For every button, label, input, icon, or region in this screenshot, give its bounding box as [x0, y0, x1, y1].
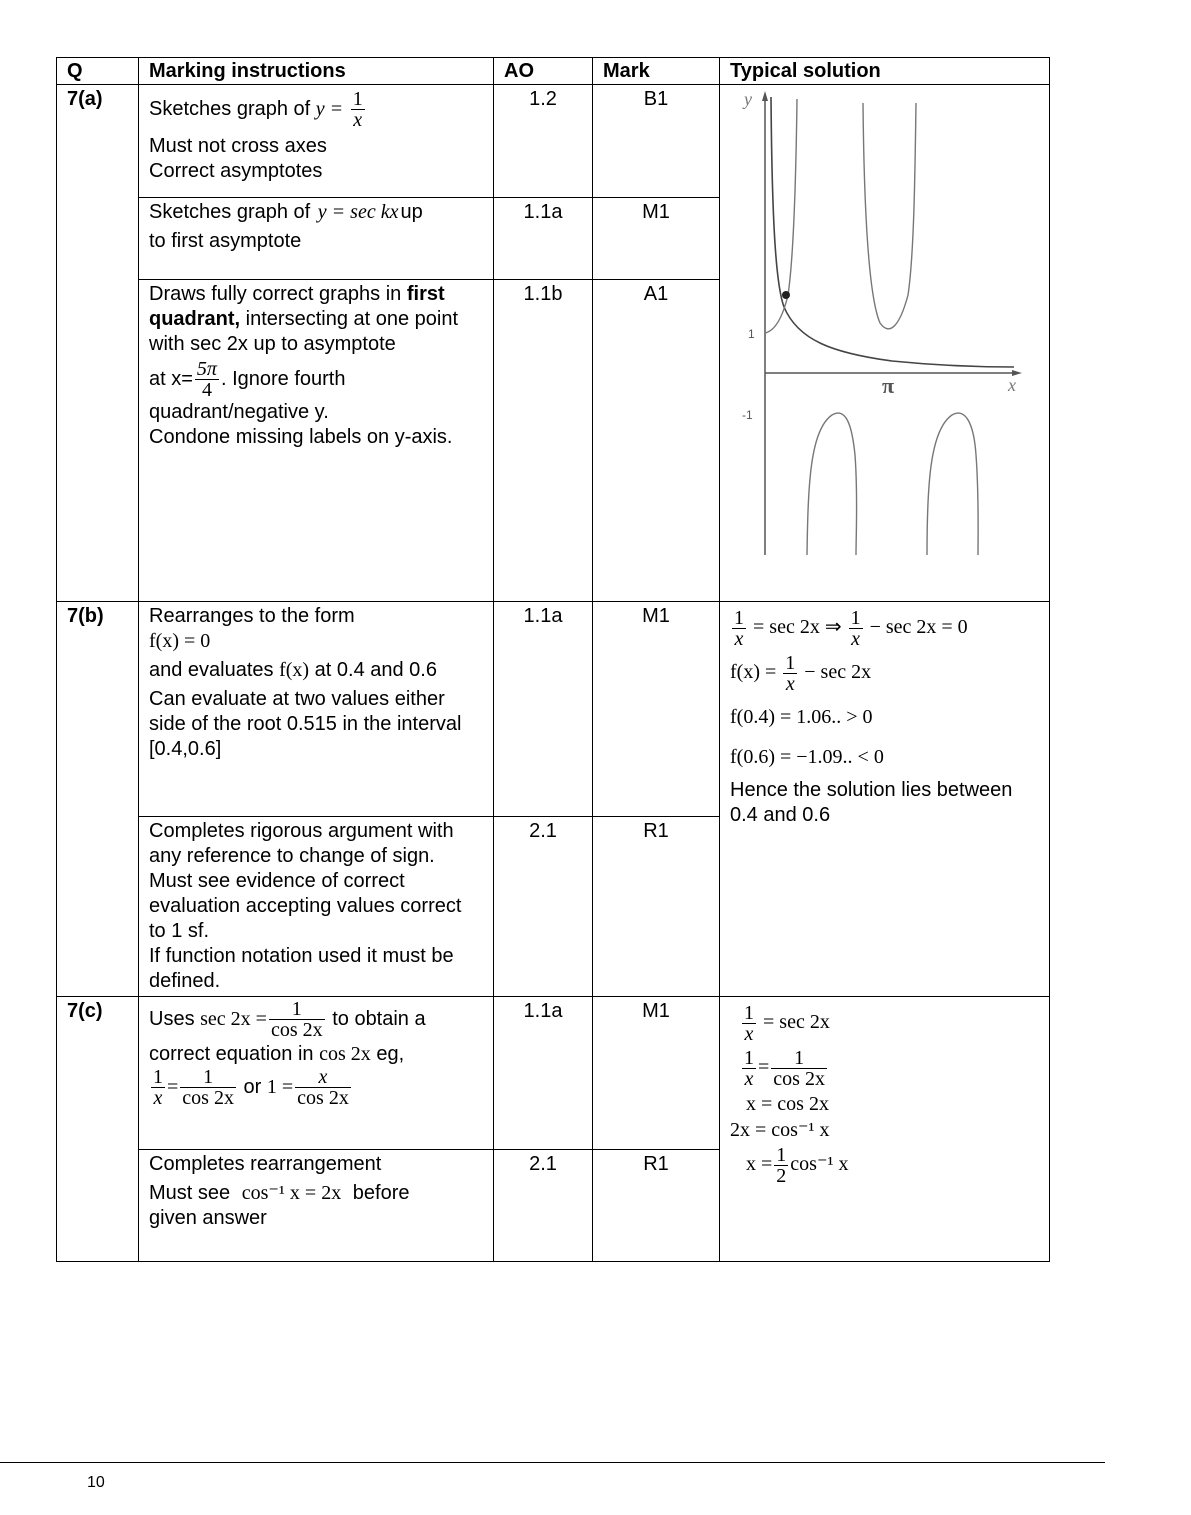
ao-cell: 1.1a: [494, 602, 593, 817]
instructions-cell: Completes rigorous argument with any reference to change of sign. Must see evidence of correct evaluation accepting values correct to 1 sf. If function notation used it must be defined.: [139, 817, 494, 997]
ao-cell: 1.1a: [494, 997, 593, 1150]
sketch-graph: [722, 85, 1048, 601]
solution-cell: [720, 997, 1050, 1262]
tick-label-neg1: -1: [742, 408, 753, 422]
table-row: [57, 602, 1050, 817]
intersection-point: [782, 291, 790, 299]
mark-cell: R1: [593, 1150, 720, 1262]
fraction: $\frac{1}{x}$: [352, 88, 363, 131]
pi-label: π: [882, 373, 895, 398]
tick-label-1: 1: [748, 327, 755, 341]
question-label: 7(a): [57, 85, 139, 602]
question-label: 7(c): [57, 997, 139, 1262]
ao-cell: 2.1: [494, 1150, 593, 1262]
mark-cell: A1: [593, 280, 720, 602]
solution-working: $\frac{1}{x}$ = sec 2x ⇒ $\frac{1}{x}$ − sec 2x = 0 f(x) = $\frac{1}{x}$ − sec 2x f(0.4) = 1.06.. > 0 f(0.6) = −1.09.. < 0: [730, 607, 968, 768]
ao-cell: 1.2: [494, 85, 593, 198]
page-number: 10: [87, 1474, 105, 1491]
header-q: Q: [57, 58, 139, 85]
solution-working: $\frac{1}{x}$ = sec 2x $\frac{1}{x}$ = $\frac{1}{\cos 2x}$ x = cos 2x 2x = cos⁻¹ x x = $\frac{1}{2}$ cos⁻¹ x: [730, 1002, 849, 1187]
header-solution: Typical solution: [720, 58, 1050, 85]
instructions-cell: Rearranges to the form f(x) = 0 and evaluates f(x) at 0.4 and 0.6 Can evaluate at two values either side of the root 0.515 in the interval [0.4,0.6]: [139, 602, 494, 817]
fraction: $\frac{5\pi}{4}$: [196, 358, 217, 401]
mark-cell: R1: [593, 817, 720, 997]
instructions-cell: Uses sec 2x = $\frac{1}{\cos 2x}$ to obtain a correct equation in cos 2x eg, $\frac{1}{x}$ = $\frac{1}{\cos 2x}$ or 1 = $\frac{x}{\cos 2x}$: [139, 997, 494, 1150]
solution-cell: [720, 602, 1050, 997]
header-instructions: Marking instructions: [139, 58, 494, 85]
table-row: [57, 997, 1050, 1150]
ao-cell: 2.1: [494, 817, 593, 997]
mark-scheme-table: [56, 57, 1050, 1262]
mark-cell: B1: [593, 85, 720, 198]
footer-divider: [0, 1462, 1105, 1463]
table-row: [57, 85, 1050, 198]
ao-cell: 1.1b: [494, 280, 593, 602]
mark-cell: M1: [593, 198, 720, 280]
instructions-cell: Sketches graph of y = sec kx up to first asymptote: [139, 198, 494, 280]
header-mark: Mark: [593, 58, 720, 85]
x-axis-label: x: [1008, 375, 1016, 395]
mark-cell: M1: [593, 997, 720, 1150]
instructions-cell: Sketches graph of y = $\frac{1}{x}$ Must not cross axes Correct asymptotes: [139, 85, 494, 198]
instructions-cell: Draws fully correct graphs in first quadrant, intersecting at one point with sec 2x up to asymptote at x= $\frac{5\pi}{4}$ . Ignore fourth quadrant/negative y. Condone missing labels on y-axis.: [139, 280, 494, 602]
y-axis-label: y: [744, 89, 752, 109]
question-label: 7(b): [57, 602, 139, 997]
mark-cell: M1: [593, 602, 720, 817]
header-ao: AO: [494, 58, 593, 85]
instructions-cell: Completes rearrangement Must see cos⁻¹ x = 2x before given answer: [139, 1150, 494, 1262]
solution-conclusion: Hence the solution lies between 0.4 and 0.6: [730, 779, 1013, 826]
ao-cell: 1.1a: [494, 198, 593, 280]
solution-graph-cell: [720, 85, 1050, 602]
header-row: [57, 58, 1050, 85]
